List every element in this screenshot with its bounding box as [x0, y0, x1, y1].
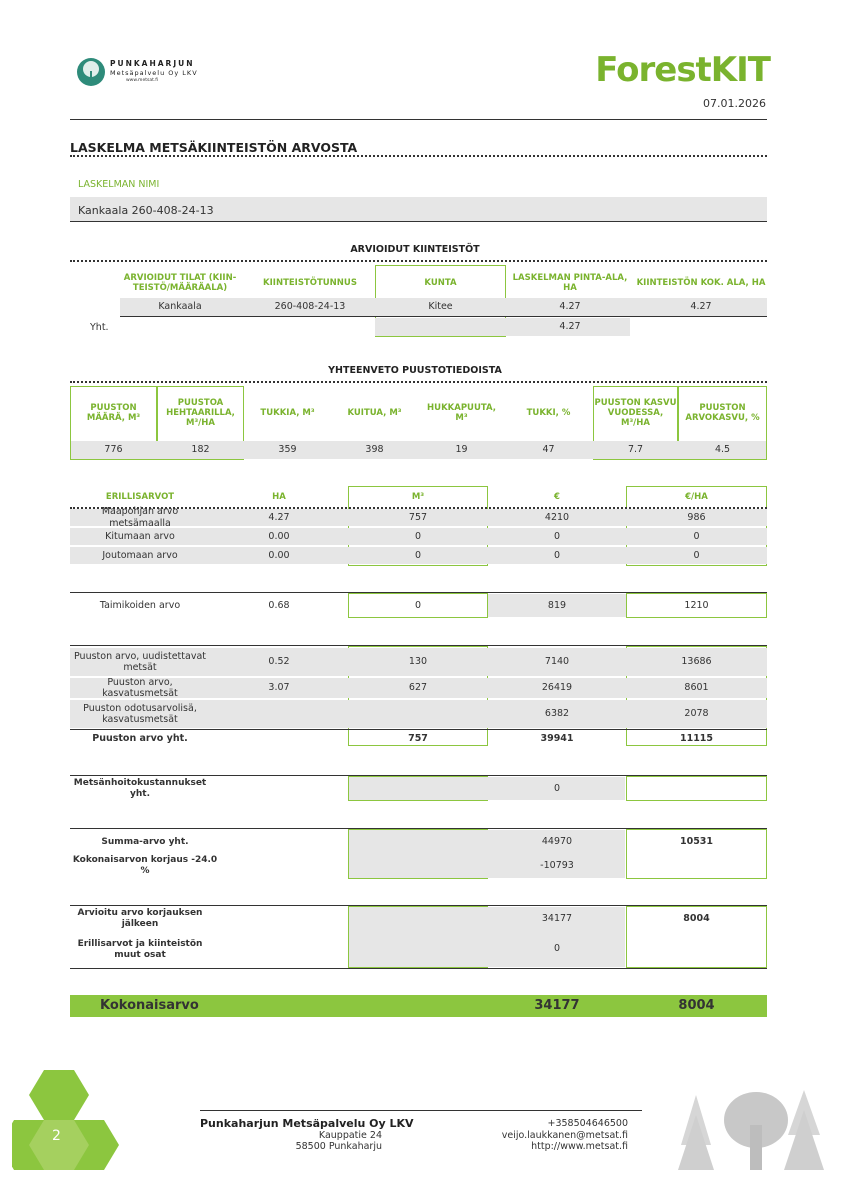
after-eur-ha: 8004 [683, 913, 710, 925]
seedlings-eur: 819 [547, 600, 567, 612]
stand-value-label: Puuston arvo, kasvatusmetsät [102, 676, 178, 699]
after-label: Arvioitu arvo korjauksen jälkeen [77, 908, 203, 929]
sep-row-eur-ha: 0 [693, 530, 700, 542]
sep-col-m3: M³ [411, 491, 425, 502]
stand-val-kasvu: 7.7 [627, 444, 644, 456]
stand-value-eur: 26419 [541, 682, 573, 694]
stand-val-maara: 776 [104, 444, 123, 456]
forestkit-logo: ForestKIT [595, 50, 770, 90]
seedlings-label: Taimikoiden arvo [99, 600, 181, 612]
company-name: PUNKAHARJUN [110, 59, 195, 68]
other-parts-eur: 0 [553, 943, 561, 955]
total-eur: 34177 [534, 998, 580, 1014]
sep-row-ha: 4.27 [268, 511, 290, 523]
costs-label: Metsänhoitokustannukset yht. [73, 778, 207, 799]
footer-phone: +358504646500 [547, 1118, 628, 1129]
stand-val-hehtaarilla: 182 [191, 444, 210, 456]
sep-row-eur: 4210 [544, 511, 570, 523]
stand-value-eur: 6382 [544, 708, 570, 720]
correction-eur: -10793 [540, 860, 574, 872]
title-divider [70, 155, 767, 157]
stand-val-tukkia: 359 [278, 444, 297, 456]
footer-company: Punkaharjun Metsäpalvelu Oy LKV [200, 1117, 414, 1130]
page-title: LASKELMA METSÄKIINTEISTÖN ARVOSTA [70, 140, 358, 155]
other-parts-label: Erillisarvot ja kiinteistön muut osat [77, 939, 203, 960]
prop-total-label: Yht. [90, 322, 109, 333]
header-divider [70, 119, 767, 120]
prop-col-kok-ala: KIINTEISTÖN KOK. ALA, HA [636, 277, 766, 288]
footer-web: http://www.metsat.fi [531, 1141, 628, 1152]
stand-value-label: Puuston arvo, uudistettavat metsät [73, 650, 206, 673]
total-eur-ha: 8004 [678, 998, 715, 1014]
stand-col-kuitua: KUITUA, M³ [347, 407, 402, 418]
stand-val-arvokasvu: 4.5 [714, 444, 731, 456]
prop-row-kok-ala: 4.27 [690, 301, 712, 313]
after-eur: 34177 [541, 913, 573, 925]
stand-value-m3: 627 [408, 682, 428, 694]
seedlings-eur-ha: 1210 [684, 600, 709, 612]
prop-col-pinta-ala: LASKELMAN PINTA-ALA, HA [512, 272, 628, 293]
sep-col-eur: € [554, 491, 560, 502]
footer-city: 58500 Punkaharju [295, 1141, 382, 1152]
costs-eur-ha-box [626, 776, 767, 801]
total-label: Kokonaisarvo [100, 998, 199, 1013]
sep-row-label: Maapohjan arvo metsämaalla [101, 506, 179, 529]
sep-row-eur-ha: 986 [687, 511, 706, 523]
stand-value-eur-ha: 8601 [684, 682, 709, 694]
sep-col-ha: HA [272, 491, 286, 502]
sep-row-label: Kitumaan arvo [105, 530, 175, 542]
after-bottom-line [70, 968, 767, 969]
forest-illustration-icon [676, 1085, 826, 1175]
stand-col-maara: PUUSTON MÄÄRÄ, M³ [86, 402, 141, 423]
company-web-small: www.metsat.fi [126, 78, 159, 83]
stand-col-kasvu: PUUSTON KASVU VUODESSA, M³/HA [594, 397, 677, 429]
sum-eur-ha: 10531 [679, 836, 714, 848]
tree-icon [76, 57, 106, 87]
sep-row-eur: 0 [553, 549, 561, 561]
stand-value-eur: 7140 [544, 656, 570, 668]
stand-val-tukki-pct: 47 [542, 444, 555, 456]
seedlings-ha: 0.68 [268, 600, 290, 612]
costs-value: 0 [553, 783, 561, 795]
stand-value-m3: 130 [408, 656, 428, 668]
sep-row-m3: 757 [408, 511, 428, 523]
footer-street: Kauppatie 24 [318, 1130, 382, 1141]
seedlings-m3: 0 [414, 600, 422, 612]
stand-value-total-eur-ha: 11115 [679, 733, 714, 745]
stand-col-hukkapuuta: HUKKAPUUTA, M³ [427, 402, 496, 423]
stand-value-ha: 3.07 [268, 682, 290, 694]
stand-col-hehtaarilla: PUUSTOA HEHTAARILLA, M³/HA [166, 397, 235, 429]
company-logo [74, 54, 204, 90]
prop-row-pinta-ala: 4.27 [559, 301, 581, 313]
sep-col-eur-ha: €/HA [685, 491, 708, 502]
sum-label: Summa-arvo yht. [101, 836, 189, 847]
stand-value-total-line [70, 729, 767, 730]
sum-eur: 44970 [541, 836, 573, 848]
prop-col-kunta: KUNTA [424, 277, 457, 288]
property-row-underline [120, 316, 767, 317]
sep-row-ha: 0.00 [268, 549, 290, 561]
document-date: 07.01.2026 [703, 97, 766, 110]
sep-row-m3: 0 [414, 549, 422, 561]
stand-col-tukkia: TUKKIA, M³ [260, 407, 315, 418]
prop-row-kunta: Kitee [428, 301, 453, 313]
sep-row-ha: 0.00 [268, 530, 290, 542]
stand-value-total-eur: 39941 [540, 733, 574, 745]
stand-col-arvokasvu: PUUSTON ARVOKASVU, % [685, 402, 760, 423]
properties-divider [70, 260, 767, 262]
sep-row-m3: 0 [414, 530, 422, 542]
calc-name-value: Kankaala 260-408-24-13 [78, 204, 214, 217]
properties-title: ARVIOIDUT KIINTEISTÖT [350, 244, 480, 255]
prop-col-tunnus: KIINTEISTÖTUNNUS [263, 277, 357, 288]
company-subname: Metsäpalvelu Oy LKV [110, 69, 198, 77]
stand-value-ha: 0.52 [268, 656, 290, 668]
stand-value-total-m3: 757 [408, 733, 428, 745]
calc-name-label: LASKELMAN NIMI [78, 179, 160, 190]
prop-total-area: 4.27 [559, 321, 581, 333]
correction-label: Kokonaisarvon korjaus -24.0 % [72, 855, 218, 876]
hexagon-decoration [12, 1068, 122, 1178]
page-number: 2 [52, 1128, 61, 1144]
footer-email: veijo.laukkanen@metsat.fi [501, 1130, 628, 1141]
sep-row-label: Joutomaan arvo [102, 549, 178, 561]
stand-value-label: Puuston odotusarvolisä, kasvatusmetsät [83, 702, 197, 725]
sep-row-eur-ha: 0 [693, 549, 700, 561]
footer-line [200, 1110, 642, 1111]
sep-col-erillisarvot: ERILLISARVOT [105, 491, 175, 502]
stand-col-tukki-pct: TUKKI, % [526, 407, 571, 418]
calc-name-underline [70, 221, 767, 222]
stand-value-eur-ha: 13686 [681, 656, 712, 668]
stand-summary-divider [70, 381, 767, 383]
stand-val-hukkapuuta: 19 [455, 444, 468, 456]
stand-summary-title: YHTEENVETO PUUSTOTIEDOISTA [328, 365, 502, 376]
prop-row-tila: Kankaala [158, 301, 202, 313]
prop-col-tilat: ARVIOIDUT TILAT (KIIN-TEISTÖ/MÄÄRÄALA) [123, 272, 237, 293]
prop-row-tunnus: 260-408-24-13 [274, 301, 346, 313]
stand-val-kuitua: 398 [365, 444, 384, 456]
stand-value-total-label: Puuston arvo yht. [92, 733, 188, 745]
sep-row-eur: 0 [553, 530, 561, 542]
stand-value-eur-ha: 2078 [684, 708, 709, 720]
